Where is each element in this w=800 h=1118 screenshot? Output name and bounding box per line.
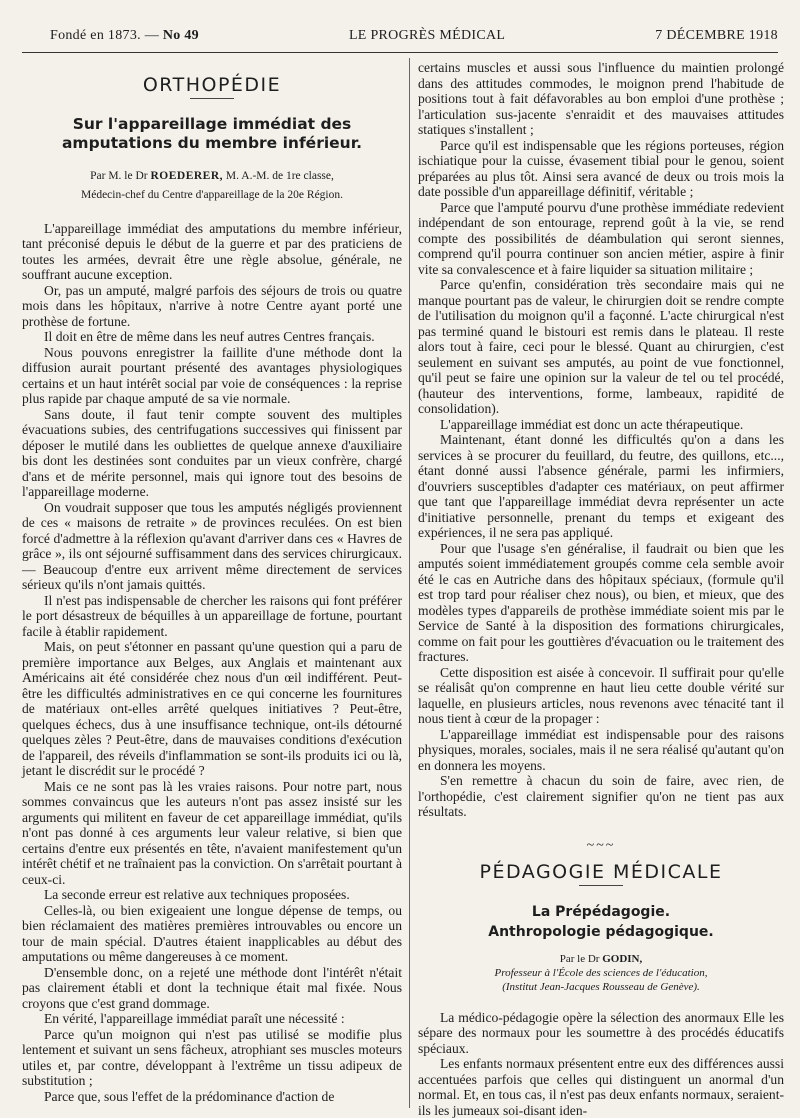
author-name: GODIN, xyxy=(602,953,642,965)
paragraph: Parce qu'un moignon qui n'est pas utilisé se modifie plus lentement et suivant un sens fâcheux, atrophiant ses muscles moteurs utiles et, par contre, développant à l'extrême un tissu adipeux de substitution ; xyxy=(22,1027,402,1089)
paragraph: Il doit en être de même dans les neuf autres Centres français. xyxy=(22,329,402,345)
article2-body xyxy=(418,1010,784,1118)
article2-byline: Par le Dr GODIN, Professeur à l'École des sciences de l'éducation, (Institut Jean-Jacques Rousseau de Genève). xyxy=(418,952,784,994)
paragraph: Parce que l'amputé pourvu d'une prothèse immédiate redevient indépendant de son entourage, reprend goût à la vie, se rend compte des possibilités de déambulation qui seront siennes, comprend qu'il pourra continuer son ancien métier, aspire à finir vite sa convalescence et à faire liquider sa situation militaire ; xyxy=(418,200,784,278)
author-name: ROEDERER, xyxy=(150,170,223,182)
author-role: Professeur à l'École des sciences de l'éducation, xyxy=(418,966,784,980)
left-column xyxy=(22,60,402,1104)
paragraph: certains muscles et aussi sous l'influence du maintien prolongé dans des attitudes commodes, le moignon prend l'habitude de positions tout à fait défavorables au bon emploi d'une prothèse ; l'articulation sus-jacente s'enraidit et des mauvaises attitudes statiques s'installent ; xyxy=(418,60,784,138)
paragraph: On voudrait supposer que tous les amputés négligés proviennent de ces « maisons de retraite » de provinces reculées. On est bien forcé d'admettre à la réflexion qu'avant d'arriver dans ces « Havres de grâce », ils ont séjourné suffisamment dans des services chirurgicaux. — Beaucoup d'entre eux arrivent même directement de services sérieux qu'ils n'ont jamais quittés. xyxy=(22,500,402,593)
issue-date: 7 DÉCEMBRE 1918 xyxy=(655,28,778,44)
paragraph: Nous pouvons enregistrer la faillite d'une méthode dont la diffusion aurait pourtant présenté des avantages physiologiques certains et un haut intérêt social par voie de conséquences : la reprise plus rapide par chaque amputé de sa vie normale. xyxy=(22,345,402,407)
paragraph: Celles-là, ou bien exigeaient une longue dépense de temps, ou bien réclamaient des matières premières introuvables ou encore un tour de main spécial. D'autres étaient inapplicables au début des amputations ou même dangereuses à ce moment. xyxy=(22,903,402,965)
paragraph: S'en remettre à chacun du soin de faire, avec rien, de l'orthopédie, c'est clairement signifier qu'on ne tient pas aux résultats. xyxy=(418,773,784,820)
paragraph: Maintenant, étant donné les difficultés qu'on a dans les services à se procurer du feuillard, du feutre, des quillons, etc..., étant donné aussi l'absence générale, parmi les infirmiers, d'ouvriers susceptibles d'adapter ces matériaux, on peut affirmer que tant que l'appareillage immédiat devra représenter un acte d'initiative personnelle, prenant du temps et exigeant des expériences, il ne sera pas appliqué. xyxy=(418,432,784,541)
journal-title: LE PROGRÈS MÉDICAL xyxy=(349,28,505,44)
paragraph: Cette disposition est aisée à concevoir. Il suffirait pour qu'elle se réalisât qu'on comprenne en haut lieu cette double vérité sur laquelle, en plusieurs articles, nous revenons avec ténacité tant il nous tient à cœur de la propager : xyxy=(418,665,784,727)
title-rule xyxy=(579,885,623,886)
article-title: Sur l'appareillage immédiat des amputations du membre inférieur. xyxy=(32,115,392,153)
paragraph: D'ensemble donc, on a rejeté une méthode dont l'intérêt n'était pas clairement établi et dont la technique était mal fixée. Nous croyons que c'est grand dommage. xyxy=(22,965,402,1012)
paragraph: La seconde erreur est relative aux techniques proposées. xyxy=(22,887,402,903)
paragraph: Parce qu'il est indispensable que les régions porteuses, région ischiatique pour la cuisse, évasement tibial pour le genou, soient préparées au plus tôt. Ainsi sera avancé de deux ou trois mois la date possible d'un appareillage définitif, véritable ; xyxy=(418,138,784,200)
paragraph: Mais, on peut s'étonner en passant qu'une question qui a paru de première importance aux Belges, aux Anglais et maintenant aux Américains ait été considérée chez nous d'un œil indifférent. Peut-être les difficultés administratives en ce qui concerne les fournitures de matériaux ont-elles arrêté quelques initiatives ? Peut-être, quelques échecs, dus à une insuffisance technique, ont-ils détourné quelques zèles ? Peut-être, dans de mauvaises conditions d'exécution de l'appareil, des réveils d'inflammation se sont-ils produits ici ou là, jetant le discrédit sur le procédé ? xyxy=(22,639,402,779)
article-body-left xyxy=(22,221,402,1105)
paragraph: L'appareillage immédiat est donc un acte thérapeutique. xyxy=(418,417,784,433)
section-title-orthopedie: ORTHOPÉDIE xyxy=(22,78,402,94)
paragraph: L'appareillage immédiat des amputations du membre inférieur, tant préconisé depuis le début de la guerre et par des praticiens de toutes les armées, devrait être une règle absolue, générale, ne souffrant aucune exception. xyxy=(22,221,402,283)
author-affiliation: Médecin-chef du Centre d'appareillage de la 20e Région. xyxy=(22,186,402,205)
paragraph: Mais ce ne sont pas là les vraies raisons. Pour notre part, nous sommes convaincus que les auteurs n'ont pas assez insisté sur les arguments qui militent en faveur de cet appareillage immédiat, qu'ils n'ont pas donné à ces arguments leur valeur relative, si bien que certains d'entre eux présentés en tête, n'avaient manifestement qu'un intérêt chétif et ne traînaient pas la conviction. On s'arrêtait pourtant à ceux-ci. xyxy=(22,779,402,888)
paragraph: Sans doute, il faut tenir compte souvent des multiples évacuations subies, des centrifugations successives qui finissent par déposer le mutilé dans les oubliettes de quelque annexe d'auxiliaire bis dont les destinées sont conduites par un vieux confrère, chargé d'ans et de mérite personnel, mais qui ignore tout des besoins de l'appareillage moderne. xyxy=(22,407,402,500)
title-rule xyxy=(190,98,234,99)
paragraph: Les enfants normaux présentent entre eux des différences aussi accentuées parfois que celles qui distinguent un anormal d'un normal. Et, en tous cas, il n'est pas deux enfants normaux, seraient-ils les jumeaux soi-disant iden- xyxy=(418,1056,784,1118)
paragraph: En vérité, l'appareillage immédiat paraît une nécessité : xyxy=(22,1011,402,1027)
author-institute: (Institut Jean-Jacques Rousseau de Genève). xyxy=(418,980,784,994)
article2-title: La Prépédagogie. Anthropologie pédagogique. xyxy=(418,902,784,942)
section-separator-ornament: ~~~ xyxy=(418,838,784,854)
paragraph: Or, pas un amputé, malgré parfois des séjours de trois ou quatre mois dans les hôpitaux, n'arrive à notre Centre ayant porté une prothèse de fortune. xyxy=(22,283,402,330)
paragraph: Parce que, sous l'effet de la prédominance d'action de xyxy=(22,1089,402,1105)
header-rule xyxy=(22,52,778,53)
issue-number: No 49 xyxy=(163,28,199,43)
paragraph: Il n'est pas indispensable de chercher les raisons qui font préférer le port désastreux de béquilles à un appareillage de fortune, pourtant facile à établir rapidement. xyxy=(22,593,402,640)
paragraph: La médico-pédagogie opère la sélection des anormaux Elle les sépare des normaux pour les soumettre à des procédés éducatifs spéciaux. xyxy=(418,1010,784,1057)
section-title-pedagogie: PÉDAGOGIE MÉDICALE xyxy=(418,865,784,881)
article-body-right xyxy=(418,60,784,820)
page-header xyxy=(50,28,778,44)
founded-label: Fondé en 1873. — No 49 xyxy=(50,28,199,44)
paragraph: L'appareillage immédiat est indispensable pour des raisons physiques, morales, sociales, mais il ne sera réalisé qu'autant qu'on en donnera les moyens. xyxy=(418,727,784,774)
paragraph: Parce qu'enfin, considération très secondaire mais qui ne manque pourtant pas de valeur, le chirurgien doit se rendre compte de l'utilisation du moignon qu'il a façonné. L'acte chirurgical n'est pas terminé quand le bistouri est remis dans le plateau. Il reste alors tout à faire, ceci pour le blessé. Quant au chirurgien, c'est seulement en suivant ses amputés, au point de vue fonctionnel, qu'il peut se faire une opinion sur la valeur de tel ou tel procédé, (hauteur des interventions, forme, lambeaux, rapidité de consolidation). xyxy=(418,277,784,417)
paragraph: Pour que l'usage s'en généralise, il faudrait ou bien que les amputés soient immédiatement groupés comme cela semble avoir été le cas en Autriche dans des hôpitaux spéciaux, (formule qu'il est trop tard pour réaliser chez nous), ou bien, et mieux, que des modèles types d'appareils de prothèse immédiate soient mis par le Service de Santé à la disposition des formations chirurgicales, comme on fait pour les gouttières d'évacuation ou le traitement des fractures. xyxy=(418,541,784,665)
right-column xyxy=(418,60,784,1118)
article-byline: Par M. le Dr ROEDERER, M. A.-M. de 1re classe, Médecin-chef du Centre d'appareillage de la 20e Région. xyxy=(22,167,402,205)
column-divider xyxy=(409,58,410,1108)
